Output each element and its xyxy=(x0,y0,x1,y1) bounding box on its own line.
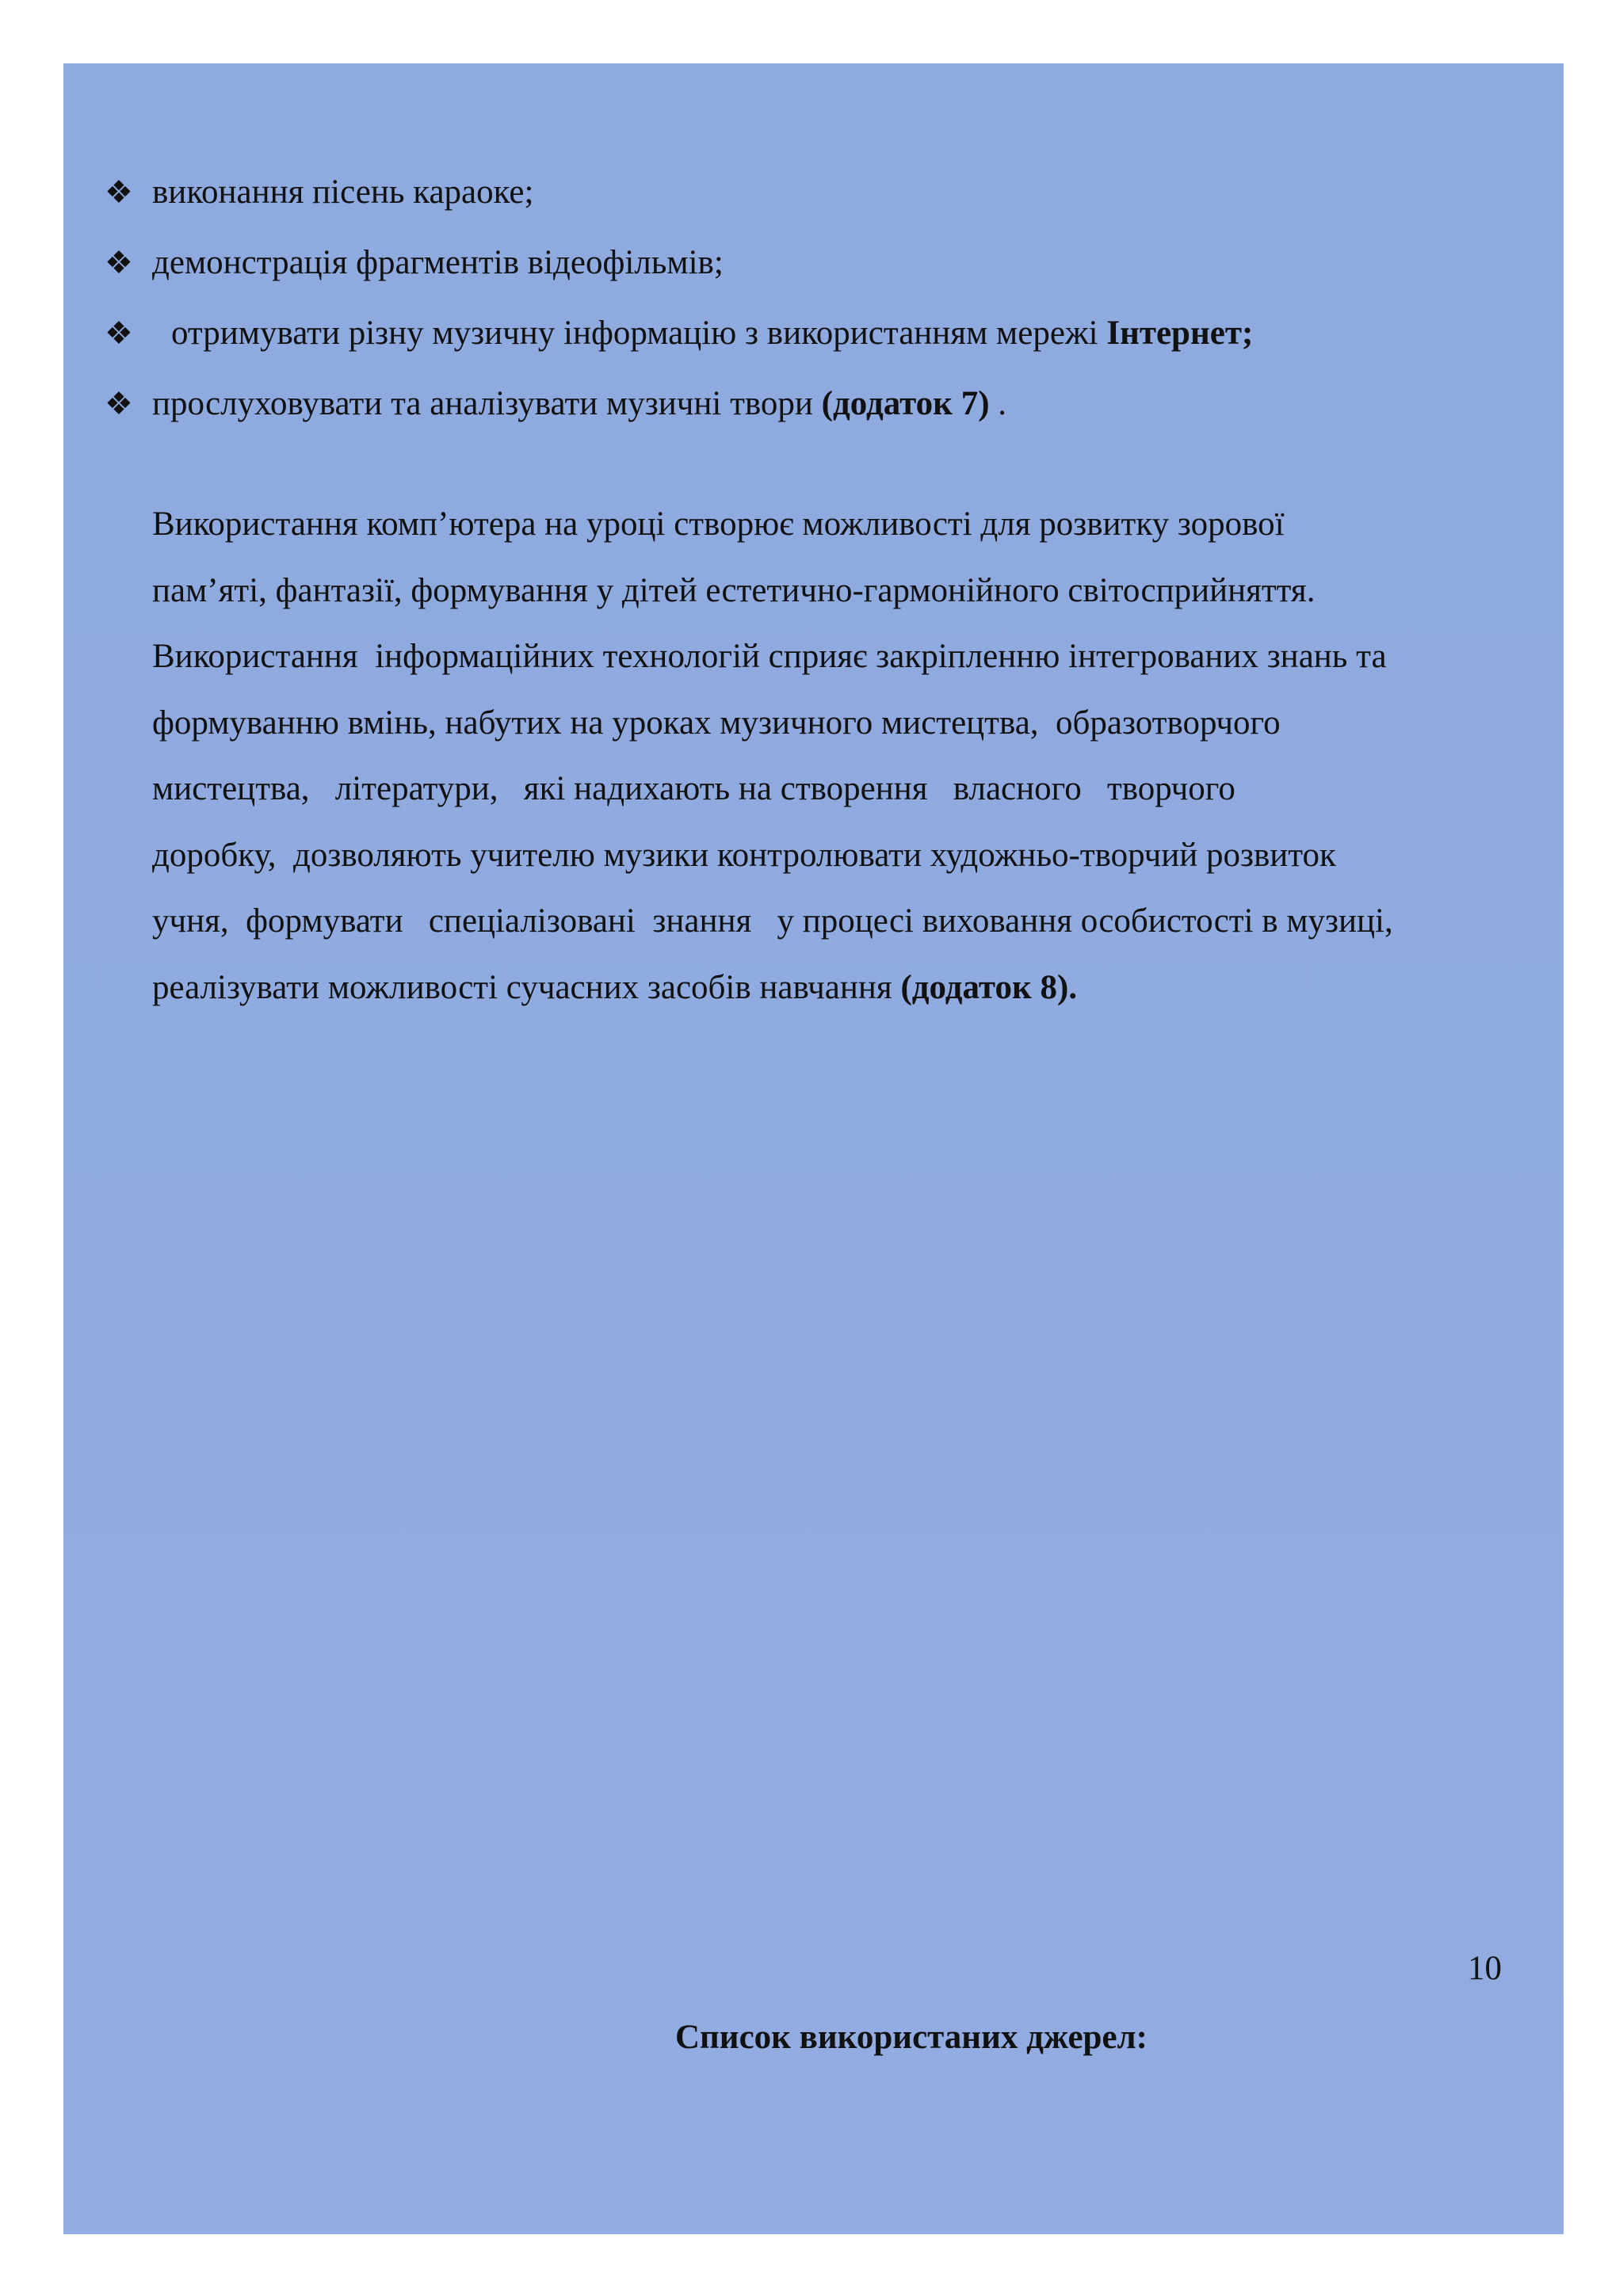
body-paragraph xyxy=(152,491,1547,1020)
bullet-text-tail: . xyxy=(989,385,1007,422)
bullet-text-bold: Інтернет; xyxy=(1106,315,1254,352)
bullet-text-plain: прослуховувати та аналізувати музичні твори xyxy=(152,385,822,422)
list-item xyxy=(105,227,1531,298)
paragraph-line: доробку, дозволяють учителю музики контролювати художньо-творчий розвиток xyxy=(152,836,1336,874)
paragraph-line-bold: (додаток 8). xyxy=(900,968,1078,1006)
bullet-text-bold: (додаток 7) xyxy=(821,385,990,422)
paragraph-line: Використання комп’ютера на уроці створює можливості для розвитку зорової xyxy=(152,505,1285,543)
list-item xyxy=(105,157,1531,227)
diamond-bullet-icon: ❖ xyxy=(105,244,133,280)
bullet-text: демонстрація фрагментів відеофільмів; xyxy=(152,244,724,281)
diamond-bullet-icon: ❖ xyxy=(105,174,133,210)
paragraph-line: мистецтва, літератури, які надихають на створення власного творчого xyxy=(152,770,1235,807)
paragraph-line: пам’яті, фантазії, формування у дітей естетично-гармонійного світосприйняття. xyxy=(152,571,1316,609)
paragraph-line: учня, формувати спеціалізовані знання у процесі виховання особистості в музиці, xyxy=(152,902,1393,940)
document-page xyxy=(63,63,1564,2234)
paragraph-line-plain: реалізувати можливості сучасних засобів навчання xyxy=(152,968,901,1006)
paragraph-last-line xyxy=(152,955,1547,1021)
diamond-bullet-icon: ❖ xyxy=(105,385,133,421)
paragraph-line: формуванню вмінь, набутих на уроках музичного мистецтва, образотворчого xyxy=(152,704,1281,742)
bullet-text-plain: отримувати різну музичну інформацію з використанням мережі xyxy=(171,315,1107,352)
paragraph-line: Використання інформаційних технологій сприяє закріпленню інтегрованих знань та xyxy=(152,638,1387,675)
bullet-list xyxy=(105,157,1531,439)
diamond-bullet-icon: ❖ xyxy=(105,315,133,351)
list-item xyxy=(105,368,1531,439)
sources-heading: Список використаних джерел: xyxy=(674,2019,1148,2056)
bullet-text xyxy=(152,368,1006,439)
page-number: 10 xyxy=(1468,1950,1502,1987)
bullet-text xyxy=(152,298,1253,368)
list-item xyxy=(105,298,1531,368)
bullet-text: виконання пісень караоке; xyxy=(152,174,534,211)
